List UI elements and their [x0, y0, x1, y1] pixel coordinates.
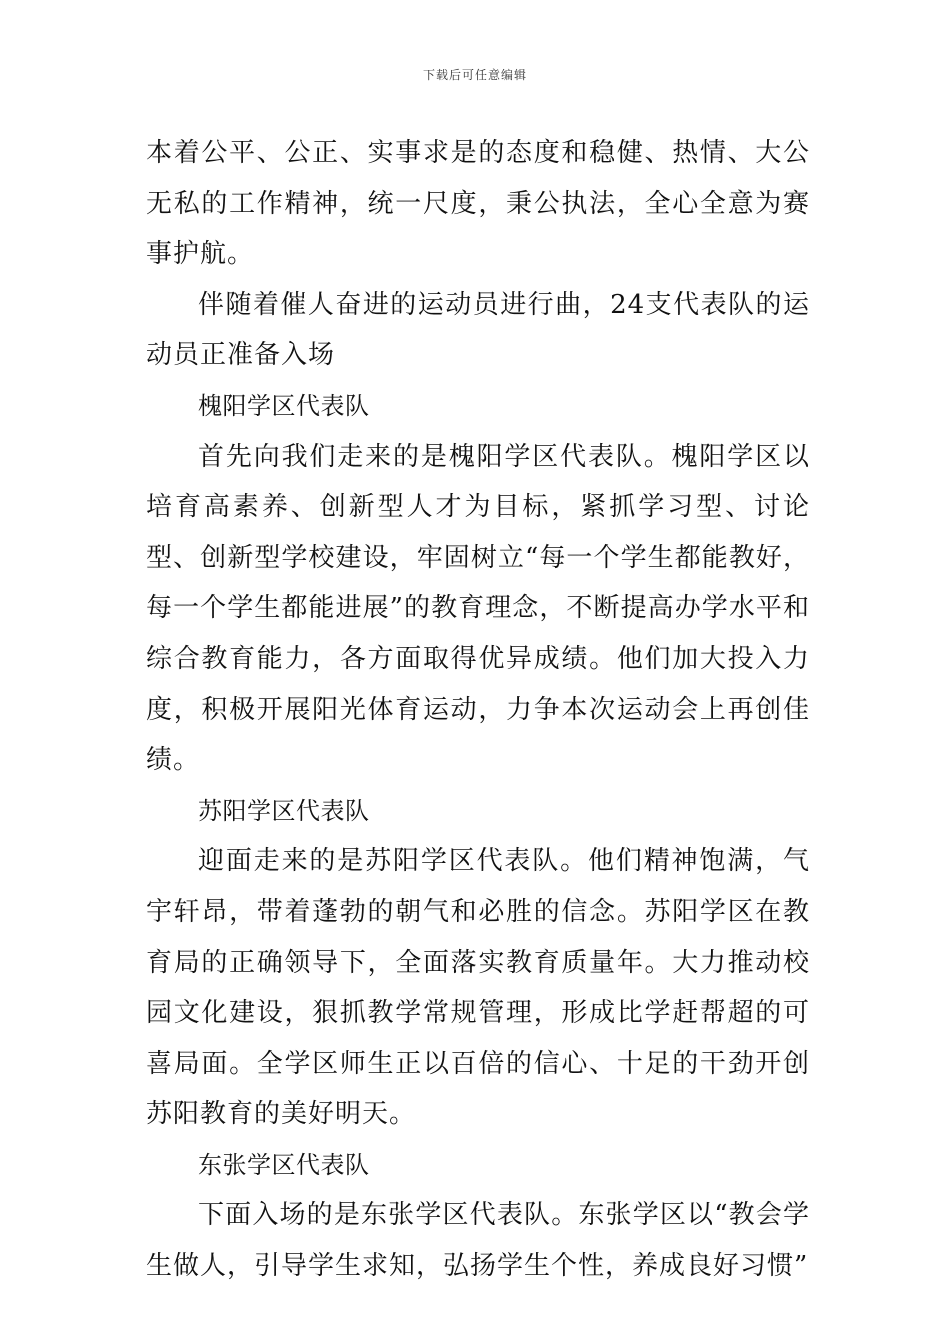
section-heading-suyang: 苏阳学区代表队 [198, 796, 370, 825]
paragraph-continuation: 本着公平、公正、实事求是的态度和稳健、热情、大公无私的工作精神，统一尺度，秉公执法，全心全意为赛事护航。 [146, 138, 810, 270]
paragraph-dongzhang: 下面入场的是东张学区代表队。东张学区以“教会学生做人，引导学生求知，弘扬学生个性，养成良好习惯” [146, 1200, 810, 1282]
document-body [146, 128, 810, 1292]
paragraph-intro: 伴随着催人奋进的运动员进行曲，24支代表队的运动员正准备入场 [146, 289, 810, 371]
section-heading-dongzhang: 东张学区代表队 [198, 1150, 370, 1179]
paragraph-suyang: 迎面走来的是苏阳学区代表队。他们精神饱满，气宇轩昂，带着蓬勃的朝气和必胜的信念。苏阳学区在教育局的正确领导下，全面落实教育质量年。大力推动校园文化建设，狠抓教学常规管理，形成比学赶帮超的可喜局面。全学区师生正以百倍的信心、十足的干劲开创苏阳教育的美好明天。 [146, 846, 810, 1130]
page-header: 下载后可任意编辑 [422, 68, 527, 82]
section-heading-huaiyang: 槐阳学区代表队 [198, 391, 370, 420]
paragraph-huaiyang: 首先向我们走来的是槐阳学区代表队。槐阳学区以培育高素养、创新型人才为目标，紧抓学习型、讨论型、创新型学校建设，牢固树立“每一个学生都能教好，每一个学生都能进展”的教育理念，不断提高办学水平和综合教育能力，各方面取得优异成绩。他们加大投入力度，积极开展阳光体育运动，力争本次运动会上再创佳绩。 [146, 441, 810, 776]
